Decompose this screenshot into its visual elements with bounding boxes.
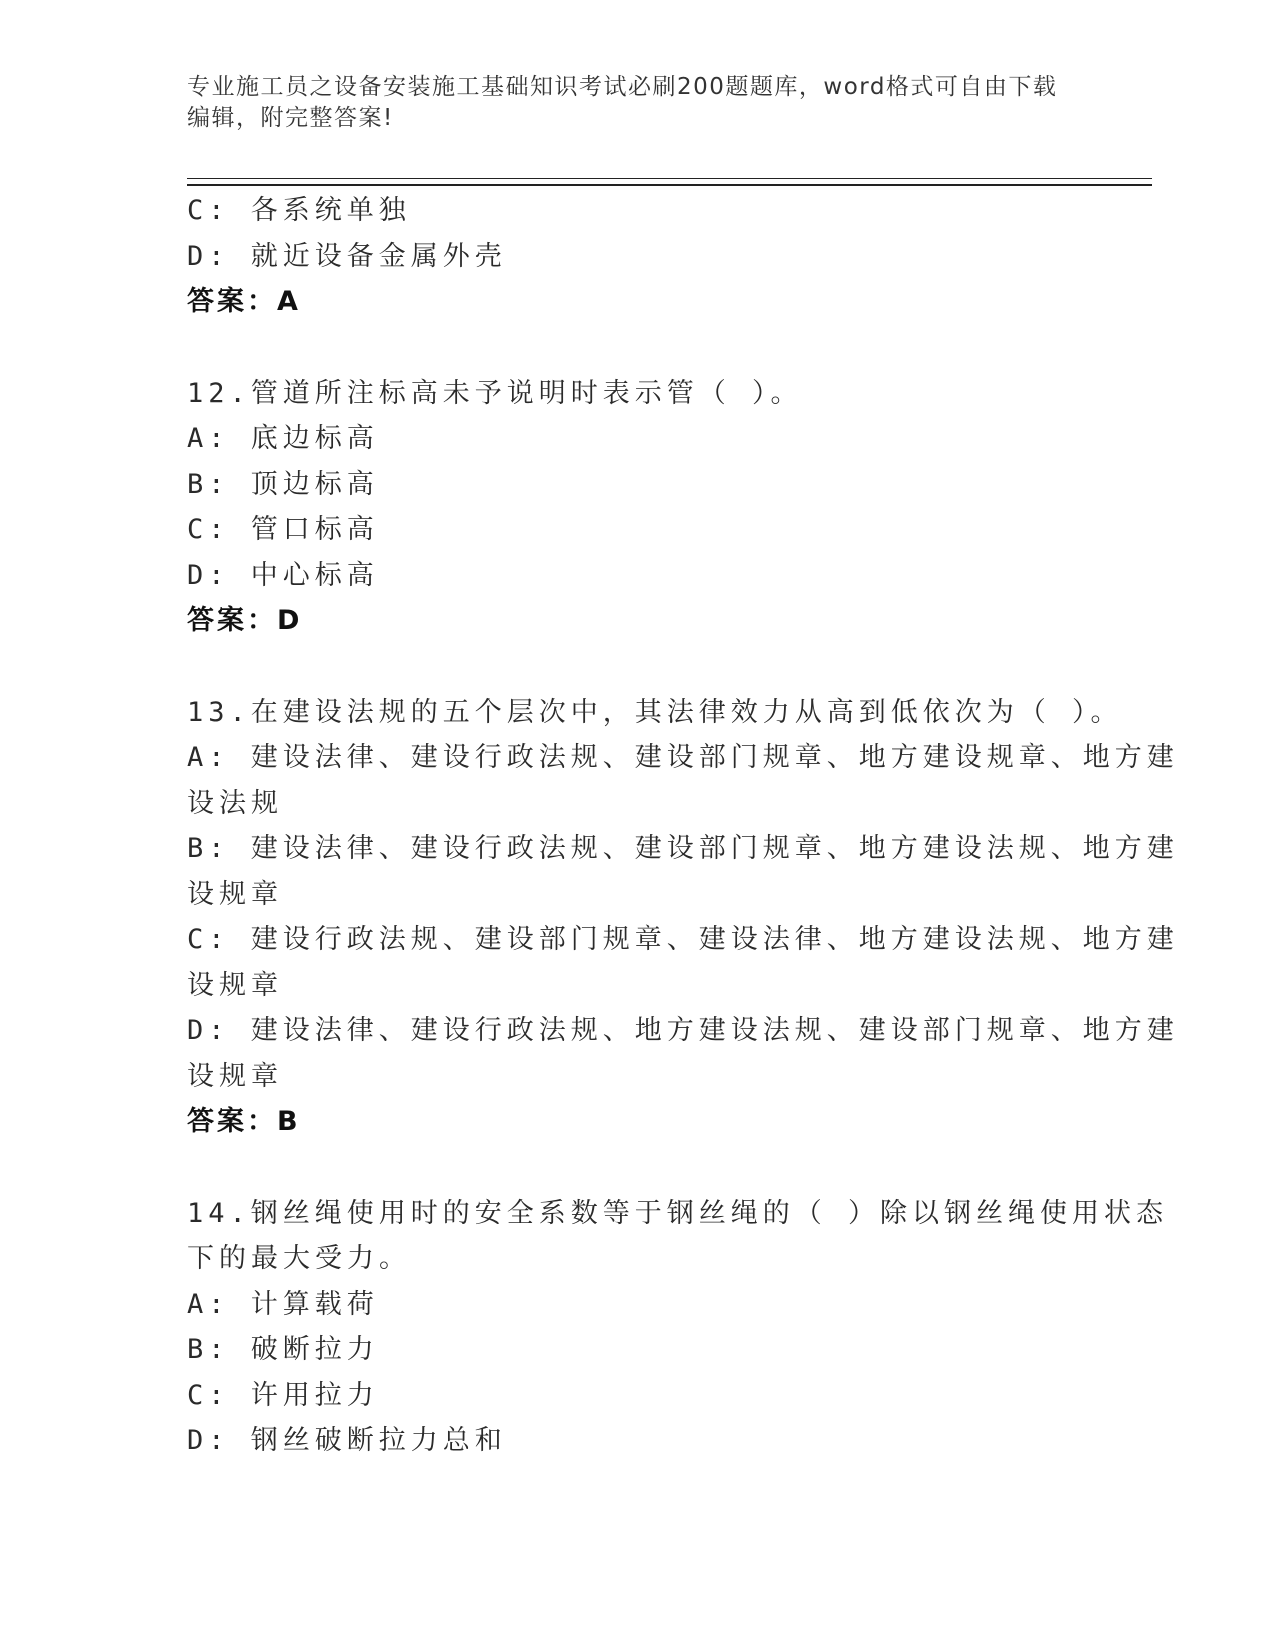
header-title-line-2: 编辑，附完整答案! (187, 105, 394, 131)
answer-text: 答案：A (187, 286, 301, 317)
question-stem: 12.管道所注标高未予说明时表示管（ ）。 (187, 377, 803, 409)
option-c-line-2: 设规章 (187, 969, 283, 1001)
spacer (187, 644, 1077, 690)
option-d: D: 中心标高 (187, 559, 379, 591)
question-block-13 (187, 690, 1179, 1145)
option-d: D: 就近设备金属外壳 (187, 240, 507, 272)
option-d-line-2: 设规章 (187, 1060, 283, 1092)
option-b: B: 顶边标高 (187, 468, 379, 500)
option-d: D: 钢丝破断拉力总和 (187, 1425, 507, 1456)
spacer (187, 1145, 1077, 1191)
question-block-12 (187, 371, 1077, 644)
option-c-line-1: C: 建设行政法规、建设部门规章、建设法律、地方建设法规、地方建 (187, 924, 1179, 955)
question-stem-line-2: 下的最大受力。 (187, 1243, 411, 1274)
document-header (187, 72, 1067, 134)
spacer (187, 325, 1077, 371)
option-a-line-1: A: 建设法律、建设行政法规、建设部门规章、地方建设规章、地方建 (187, 742, 1179, 773)
option-c: C: 管口标高 (187, 514, 379, 545)
option-a: A: 底边标高 (187, 423, 379, 454)
option-c: C: 许用拉力 (187, 1379, 379, 1411)
answer-text: 答案：B (187, 1106, 301, 1137)
option-d-line-1: D: 建设法律、建设行政法规、地方建设法规、建设部门规章、地方建 (187, 1015, 1179, 1046)
question-block-14 (187, 1191, 1169, 1464)
option-b: B: 破断拉力 (187, 1334, 379, 1365)
option-c: C: 各系统单独 (187, 195, 411, 226)
option-b-line-1: B: 建设法律、建设行政法规、建设部门规章、地方建设法规、地方建 (187, 833, 1179, 864)
option-b-line-2: 设规章 (187, 878, 283, 910)
header-title-line-1: 专业施工员之设备安装施工基础知识考试必刷200题题库，word格式可自由下载 (187, 74, 1058, 100)
option-a: A: 计算载荷 (187, 1288, 379, 1320)
question-block-11 (187, 188, 1077, 325)
question-content (187, 188, 1179, 1464)
question-stem: 13.在建设法规的五个层次中，其法律效力从高到低依次为（ ）。 (187, 696, 1123, 728)
header-divider (187, 178, 1152, 186)
option-a-line-2: 设法规 (187, 787, 283, 819)
question-stem-line-1: 14.钢丝绳使用时的安全系数等于钢丝绳的（ ）除以钢丝绳使用状态 (187, 1197, 1169, 1229)
answer-text: 答案：D (187, 605, 303, 636)
